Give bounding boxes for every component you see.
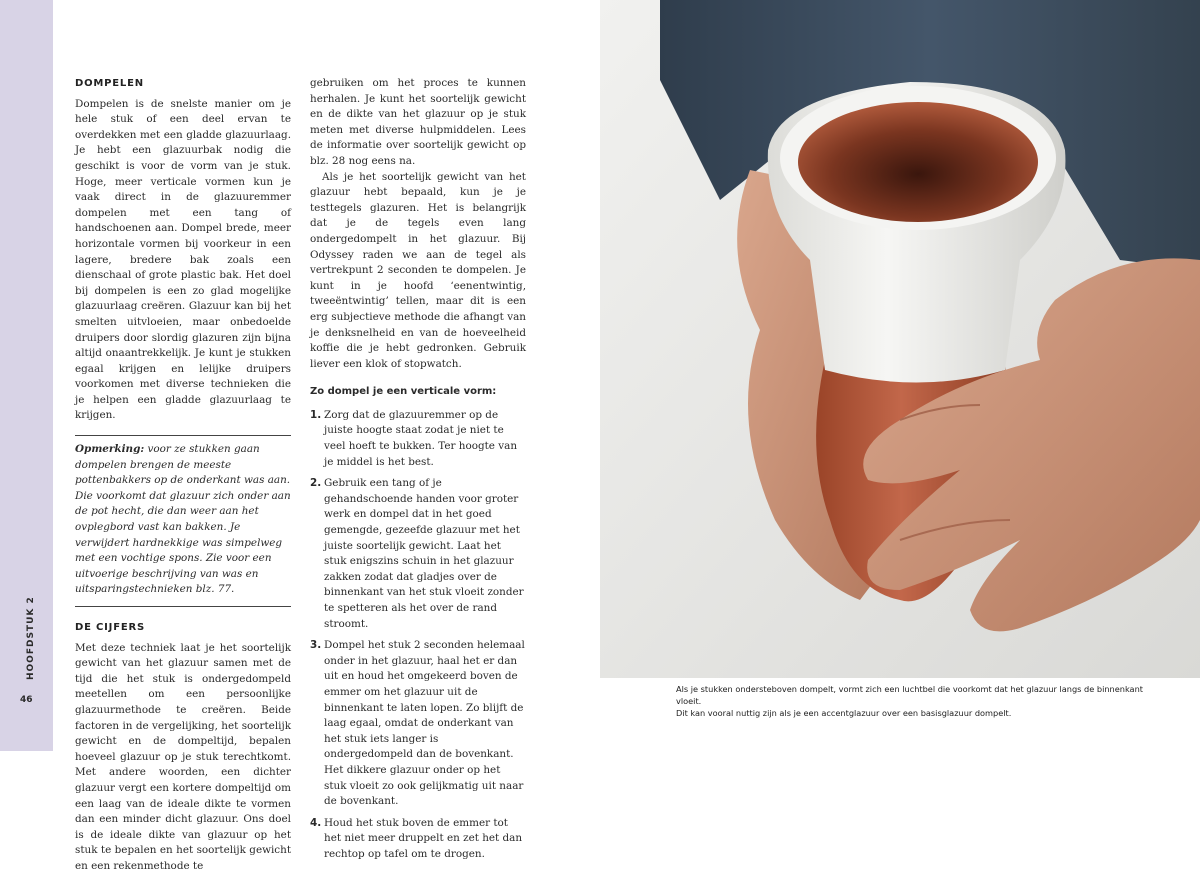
section-heading-dompelen: DOMPELEN <box>75 78 144 89</box>
step-item <box>310 408 526 470</box>
note-box <box>75 435 291 607</box>
steps-subheading: Zo dompel je een verticale vorm: <box>310 386 497 398</box>
paragraph: Als je het soortelijk gewicht van het glazuur hebt bepaald, kun je je testtegels glazuren. Het is belangrijk dat je de tegels even lang ondergedompelt in het glazuur. Bij Odyssey raden we aan de tegel als vertrekpunt 2 seconden te dompelen. Je kunt in je hoofd ‘eenentwintig, tweeëntwintig’ tellen, maar dit is een erg subjectieve methode die afhangt van je denksnelheid en van de hoeveelheid koffie die je hebt gedronken. Gebruik liever een klok of stopwatch. <box>310 170 526 370</box>
step-number: 3. <box>310 639 322 652</box>
steps-list <box>310 408 526 863</box>
step-number: 1. <box>310 408 322 421</box>
note-text: voor ze stukken gaan dompelen brengen de meeste pottenbakkers op de onderkant was aan. Die voorkomt dat glazuur zich onder aan de pot hecht, die dan weer aan het ovplegbord vast kan bakken. Je verwijdert hardnekkige was simpelweg met een vochtige spons. Zie voor een uitvoerige beschrijving van was en uitsparingstechnieken blz. 77. <box>75 443 291 596</box>
caption-line: Dit kan vooral nuttig zijn als je een accentglazuur over een basisglazuur dompelt. <box>676 708 1012 718</box>
step-text: Houd het stuk boven de emmer tot het niet meer druppelt en zet het dan rechtop op tafel om te drogen. <box>324 816 523 860</box>
step-text: Zorg dat de glazuuremmer op de juiste hoogte staat zodat je niet te veel hoeft te bukken. Ter hoogte van je middel is het best. <box>324 408 518 468</box>
paragraph: Met deze techniek laat je het soortelijk gewicht van het glazuur samen met de tijd die het stuk is ondergedompeld meetellen om een persoonlijke glazuurmethode te creëren. Beide factoren in de vergelijking, het soortelijk gewicht en de dompeltijd, bepalen hoeveel glazuur op je stuk terechtkomt. Met andere woorden, een dichter glazuur vergt een kortere dompeltijd om een laag van de ideale dikte te vormen dan een minder dicht glazuur. Ons doel is de ideale dikte van glazuur op het stuk te bepalen en het soortelijk gewicht en een rekenmethode te <box>75 641 291 872</box>
step-item <box>310 816 526 863</box>
pot-opening-shape <box>798 102 1038 222</box>
step-item <box>310 638 526 810</box>
note-label: Opmerking: <box>75 443 145 456</box>
pot-illustration <box>600 0 1200 678</box>
photo-caption <box>676 683 1156 719</box>
caption-line: Als je stukken ondersteboven dompelt, vormt zich een luchtbel die voorkomt dat het glazuur langs de binnenkant vloeit. <box>676 684 1143 706</box>
paragraph: Dompelen is de snelste manier om je hele stuk of een deel ervan te overdekken met een gladde glazuurlaag. Je hebt een glazuurbak nodig die geschikt is voor de vorm van je stuk. Hoge, meer verticale vormen kun je vaak direct in de glazuuremmer dompelen met een tang of handschoenen aan. Dompel brede, meer horizontale vormen bij voorkeur in een lagere, bredere bak zoals een dienschaal of grote plastic bak. Het doel bij dompelen is een zo glad mogelijke glazuurlaag creëren. Glazuur kan bij het smelten uitvloeien, maar onbedoelde druipers door slordig glazuren zijn bijna altijd onaantrekkelijk. Je kunt je stukken egaal krijgen en lelijke druipers voorkomen met diverse technieken die je helpen een gladde glazuurlaag te krijgen. <box>75 97 291 422</box>
chapter-label: HOOFDSTUK 2 <box>26 596 36 680</box>
step-number: 2. <box>310 477 322 490</box>
step-text: Dompel het stuk 2 seconden helemaal onder in het glazuur, haal het er dan uit en houd het omgekeerd boven de emmer om het glazuur uit de binnenkant te laten lopen. Zo blijft de laag egaal, omdat de onderkant van het stuk iets langer is ondergedompeld dan de bovenkant. Het dikkere glazuur onder op het stuk vloeit zo ook gelijkmatig uit naar de bovenkant. <box>324 639 525 808</box>
photo-hands-holding-glazed-pot <box>600 0 1200 678</box>
page-number: 46 <box>20 695 33 705</box>
middle-column <box>310 76 526 869</box>
paragraph: gebruiken om het proces te kunnen herhalen. Je kunt het soortelijk gewicht en de dikte van het glazuur op je stuk meten met diverse hulpmiddelen. Lees de informatie over soortelijk gewicht op blz. 28 nog eens na. <box>310 77 526 167</box>
left-column <box>75 76 291 875</box>
step-text: Gebruik een tang of je gehandschoende handen voor groter werk en dompel dat in het goed gemengde, gezeefde glazuur met het juiste soortelijk gewicht. Laat het stuk enigszins schuin in het glazuur zakken zodat dat gladjes over de binnenkant van het stuk vloeit zonder te spetteren als het over de rand stroomt. <box>324 477 524 630</box>
step-number: 4. <box>310 816 322 829</box>
step-item <box>310 476 526 632</box>
section-heading-de-cijfers: DE CIJFERS <box>75 622 145 633</box>
